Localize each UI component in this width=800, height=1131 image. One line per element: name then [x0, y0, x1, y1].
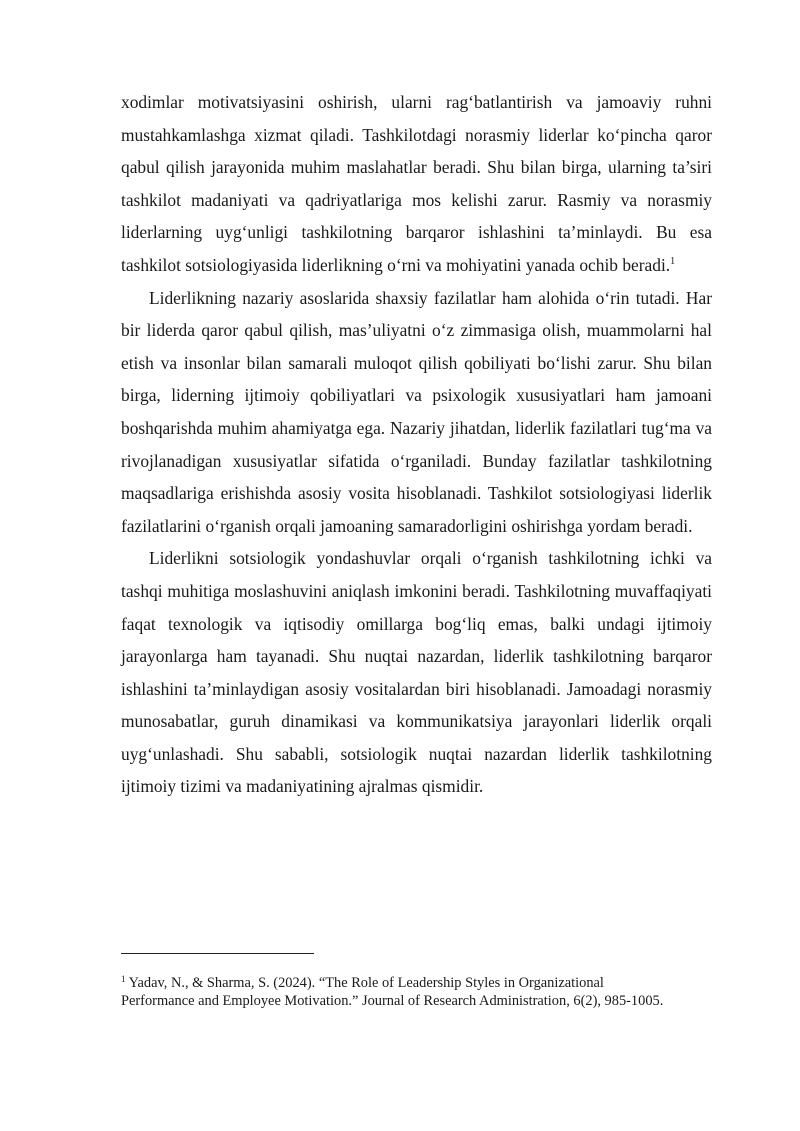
footnote: [121, 975, 681, 1010]
footnote-reference[interactable]: 1: [670, 255, 676, 267]
footnote-divider: [121, 953, 314, 954]
paragraph-1: [121, 86, 712, 282]
footnote-number: 1: [121, 974, 126, 984]
footnote-text: Yadav, N., & Sharma, S. (2024). “The Role of Leadership Styles in Organizational Performance and Employee Motivation.” Journal of Research Administration, 6(2), 985-1005.: [121, 975, 664, 1009]
document-body: [121, 86, 712, 803]
paragraph-3-text: Liderlikni sotsiologik yondashuvlar orqali o‘rganish tashkilotning ichki va tashqi muhitiga moslashuvini aniqlash imkonini beradi. Tashkilotning muvaffaqiyati faqat texnologik va iqtisodiy omillarga bog‘liq emas, balki undagi ijtimoiy jarayonlarga ham tayanadi. Shu nuqtai nazardan, liderlik tashkilotning barqaror ishlashini ta’minlaydigan asosiy vositalardan biri hisoblanadi. Jamoadagi norasmiy munosabatlar, guruh dinamikasi va kommunikatsiya jarayonlari liderlik orqali uyg‘unlashadi. Shu sababli, sotsiologik nuqtai nazardan liderlik tashkilotning ijtimoiy tizimi va madaniyatining ajralmas qismidir.: [121, 548, 712, 797]
paragraph-2-text: Liderlikning nazariy asoslarida shaxsiy fazilatlar ham alohida o‘rin tutadi. Har bir liderda qaror qabul qilish, mas’uliyatni o‘z zimmasiga olish, muammolarni hal etish va insonlar bilan samarali muloqot qilish qobiliyati bo‘lishi zarur. Shu bilan birga, liderning ijtimoiy qobiliyatlari va psixologik xususiyatlari ham jamoani boshqarishda muhim ahamiyatga ega. Nazariy jihatdan, liderlik fazilatlari tug‘ma va rivojlanadigan xususiyatlar sifatida o‘rganiladi. Bunday fazilatlar tashkilotning maqsadlariga erishishda asosiy vosita hisoblanadi. Tashkilot sotsiologiyasi liderlik fazilatlarini o‘rganish orqali jamoaning samaradorligini oshirishga yordam beradi.: [121, 287, 712, 536]
paragraph-2: [121, 282, 712, 543]
paragraph-1-text: xodimlar motivatsiyasini oshirish, ularni rag‘batlantirish va jamoaviy ruhni mustahkamlashga xizmat qiladi. Tashkilotdagi norasmiy liderlar ko‘pincha qaror qabul qilish jarayonida muhim maslahatlar beradi. Shu bilan birga, ularning ta’siri tashkilot madaniyati va qadriyatlariga mos kelishi zarur. Rasmiy va norasmiy liderlarning uyg‘unligi tashkilotning barqaror ishlashini ta’minlaydi. Bu esa tashkilot sotsiologiyasida liderlikning o‘rni va mohiyatini yanada ochib beradi.: [121, 92, 712, 275]
paragraph-3: [121, 542, 712, 803]
